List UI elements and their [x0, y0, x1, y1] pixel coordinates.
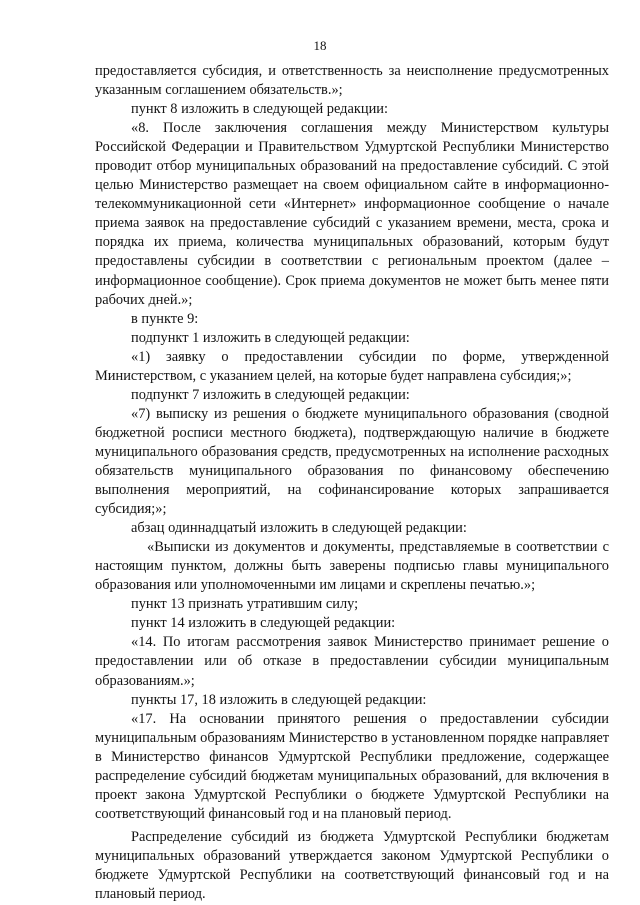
paragraph-instruction-item-9: в пункте 9: [131, 310, 199, 327]
paragraph-instruction-subitem-7: подпункт 7 изложить в следующей редакции: [131, 386, 410, 403]
paragraph-item-14: «14. По итогам рассмотрения заявок Министерство принимает решение о предоставлении или об отказе в предоставлении субсидии муниципальным образованиям.»; [95, 634, 609, 689]
paragraph-distribution: Распределение субсидий из бюджета Удмуртской Республики бюджетам муниципальных образований утверждается законом Удмуртской Республики о бюджете Удмуртской Республики на соответствующий финансовый год и на плановый период. [95, 828, 609, 903]
paragraph-subitem-7: «7) выписку из решения о бюджете муниципального образования (сводной бюджетной росписи местного бюджета), подтверждающую наличие в бюджете муниципального образования средств, предусмотренных на исполнение расходных обязательств муниципального образования по финансовому обеспечению выполнения мероприятий, на софинансирование которых запрашивается субсидия;»; [95, 405, 609, 518]
paragraph-instruction-item-14: пункт 14 изложить в следующей редакции: [131, 615, 396, 632]
paragraph-item-13: пункт 13 признать утратившим силу; [131, 596, 359, 613]
paragraph-instruction-abzac-11: абзац одиннадцатый изложить в следующей редакции: [131, 520, 467, 537]
paragraph-subitem-1: «1) заявку о предоставлении субсидии по форме, утвержденной Министерством, с указанием целей, на которые будет направлена субсидия;»; [95, 348, 609, 384]
paragraph-abzac-11: «Выписки из документов и документы, представляемые в соответствии с настоящим пунктом, должны быть заверены подписью главы муниципального образования или уполномоченными им лицами и скреплены печатью.»; [95, 539, 609, 594]
paragraph-instruction-subitem-1: подпункт 1 изложить в следующей редакции: [131, 329, 410, 346]
paragraph-instruction-item-8: пункт 8 изложить в следующей редакции: [131, 101, 388, 118]
paragraph-continuation: предоставляется субсидия, и ответственность за неисполнение предусмотренных указанным соглашением обязательств.»; [95, 63, 609, 99]
paragraph-item-8: «8. После заключения соглашения между Министерством культуры Российской Федерации и Правительством Удмуртской Республики Министерство проводит отбор муниципальных образований на предоставление субсидий. С этой целью Министерство размещает на своем официальном сайте в информационно-телекоммуникационной сети «Интернет» информационное сообщение о начале приема заявок на предоставление субсидий с указанием времени, места, срока и порядка их приема, количества муниципальных образований, которым будут предоставлены субсидии в соответствии с региональным проектом (далее – информационное сообщение). Срок приема документов не может быть менее пяти рабочих дней.»; [95, 120, 609, 308]
paragraph-instruction-items-17-18: пункты 17, 18 изложить в следующей редакции: [131, 691, 427, 708]
paragraph-item-17: «17. На основании принятого решения о предоставлении субсидии муниципальным образованиям Министерство в установленном порядке направляет в Министерство финансов Удмуртской Республики предложение, содержащее распределение субсидий бюджетам муниципальных образований, для включения в проект закона Удмуртской Республики о бюджете Удмуртской Республики на соответствующий финансовый год и на плановый период. [95, 710, 609, 822]
document-body [95, 62, 609, 904]
page-number: 18 [313, 38, 327, 53]
